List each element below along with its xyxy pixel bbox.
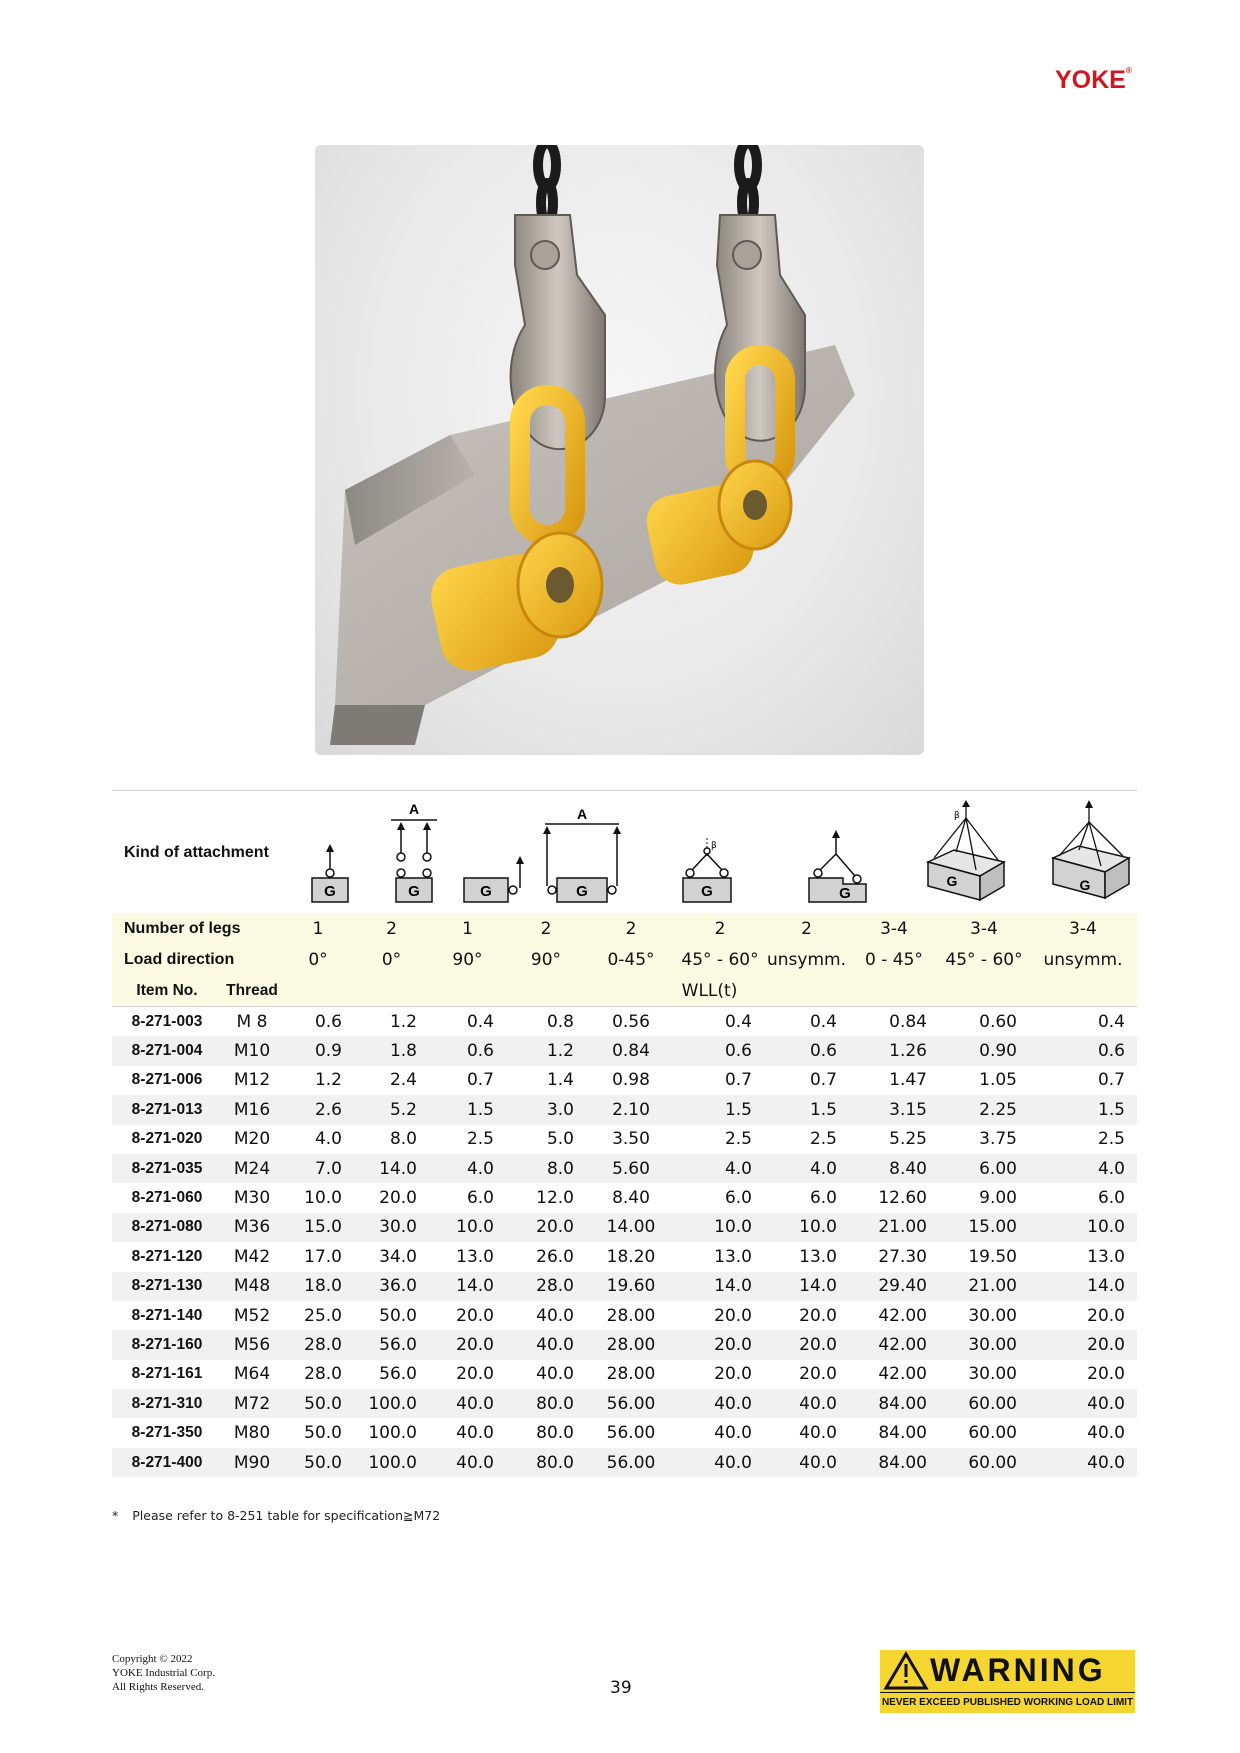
wll-value: 0.98 <box>612 1070 650 1091</box>
wll-value: 50.0 <box>282 1389 354 1418</box>
wll-value: 4.0 <box>1029 1154 1137 1183</box>
wll-value: 13.0 <box>714 1246 752 1267</box>
box-letter: G <box>480 883 492 900</box>
wll-value: 60.00 <box>939 1389 1029 1418</box>
item-number: 8-271-013 <box>112 1095 222 1124</box>
thread-size: M64 <box>233 1364 271 1385</box>
direction-cell: 0-45° <box>586 944 676 975</box>
direction-cell: 45° - 60° <box>939 944 1029 975</box>
wll-value: 21.00 <box>849 1213 939 1242</box>
wll-value: 0.56 <box>612 1011 650 1032</box>
table-row <box>112 1389 1137 1418</box>
wll-value: 50.0 <box>379 1305 417 1326</box>
wll-value: 0.6 <box>314 1011 342 1032</box>
wll-value: 5.2 <box>354 1095 429 1124</box>
wll-value: 12.0 <box>536 1188 574 1209</box>
thread-size: M12 <box>233 1070 271 1091</box>
box-letter: G <box>324 883 336 900</box>
direction-row <box>112 944 1137 975</box>
thread-size: M90 <box>222 1448 282 1477</box>
wll-value: 1.05 <box>979 1070 1017 1091</box>
wll-value: 20.0 <box>456 1364 494 1385</box>
product-photo <box>315 145 924 755</box>
angle-letter: β <box>711 841 717 851</box>
wll-value: 28.00 <box>586 1330 676 1359</box>
thread-size: M24 <box>222 1154 282 1183</box>
wll-value: 3.0 <box>506 1095 586 1124</box>
item-no-label: Item No. <box>112 975 222 1007</box>
wll-value: 0.60 <box>979 1011 1017 1032</box>
wll-value: 40.0 <box>764 1389 849 1418</box>
attachment-label: Kind of attachment <box>124 844 269 861</box>
wll-value: 3.50 <box>612 1129 650 1150</box>
wll-value: 40.0 <box>429 1389 506 1418</box>
legs-cell: 2 <box>764 913 849 944</box>
wll-value: 1.26 <box>849 1036 939 1065</box>
thread-size: M48 <box>222 1272 282 1301</box>
section-divider <box>112 790 1137 791</box>
item-number: 8-271-004 <box>112 1036 222 1065</box>
item-number: 8-271-140 <box>131 1306 203 1324</box>
table-row <box>112 1448 1137 1477</box>
wll-value: 28.0 <box>506 1272 586 1301</box>
wll-value: 20.0 <box>506 1213 586 1242</box>
wll-value: 10.0 <box>1029 1213 1137 1242</box>
wll-value: 15.00 <box>939 1213 1029 1242</box>
wll-value: 40.0 <box>1029 1448 1137 1477</box>
box-letter: G <box>408 883 420 900</box>
legs-cell: 2 <box>354 913 429 944</box>
wll-value: 34.0 <box>379 1246 417 1267</box>
wll-value: 20.0 <box>1087 1305 1125 1326</box>
thread-size: M10 <box>222 1036 282 1065</box>
angle-letter: β <box>954 811 960 821</box>
wll-value: 0.6 <box>429 1036 506 1065</box>
box-letter: G <box>576 883 588 900</box>
wll-value: 20.0 <box>429 1330 506 1359</box>
single-leg-side-icon <box>462 800 528 910</box>
wll-value: 4.0 <box>314 1129 342 1150</box>
wll-value: 29.40 <box>849 1272 939 1301</box>
column-label-row <box>112 975 1137 1007</box>
wll-value: 0.4 <box>724 1011 752 1032</box>
legs-cell: 2 <box>506 913 586 944</box>
table-row <box>112 1301 1137 1330</box>
item-number: 8-271-006 <box>131 1071 203 1089</box>
wll-value: 6.0 <box>466 1188 494 1209</box>
wll-value: 8.0 <box>389 1129 417 1150</box>
wll-value: 0.4 <box>1097 1011 1125 1032</box>
wll-value: 7.0 <box>282 1154 354 1183</box>
wll-value: 5.25 <box>889 1129 927 1150</box>
wll-value: 20.0 <box>1029 1330 1137 1359</box>
wll-value: 1.2 <box>506 1036 586 1065</box>
wll-value: 30.00 <box>968 1305 1017 1326</box>
wll-value: 20.0 <box>714 1364 752 1385</box>
footnote-marker: * <box>112 1508 119 1523</box>
wll-value: 60.00 <box>968 1423 1017 1444</box>
wll-value: 40.0 <box>536 1305 574 1326</box>
wll-value: 20.0 <box>456 1305 494 1326</box>
wll-value: 28.00 <box>606 1305 656 1326</box>
table-row <box>112 1272 1137 1301</box>
box-letter: G <box>839 885 851 902</box>
wll-value: 100.0 <box>354 1389 429 1418</box>
wll-value: 20.0 <box>714 1305 752 1326</box>
footnote-text: Please refer to 8-251 table for specification≧M72 <box>132 1508 441 1523</box>
wll-value: 10.0 <box>304 1188 342 1209</box>
copyright-line: Copyright © 2022 <box>112 1653 193 1665</box>
wll-value: 2.25 <box>939 1095 1029 1124</box>
copyright-line: YOKE Industrial Corp. <box>112 1667 215 1679</box>
item-number: 8-271-020 <box>131 1130 203 1148</box>
wll-value: 0.9 <box>282 1036 354 1065</box>
wll-value: 13.0 <box>1087 1246 1125 1267</box>
legs-label: Number of legs <box>112 913 282 944</box>
wll-value: 14.0 <box>354 1154 429 1183</box>
brand-logo: YOKE® <box>1055 66 1132 94</box>
wll-value: 6.00 <box>939 1154 1029 1183</box>
wll-value: 20.0 <box>799 1305 837 1326</box>
item-number: 8-271-161 <box>131 1365 203 1383</box>
wll-value: 20.0 <box>379 1188 417 1209</box>
wll-value: 14.0 <box>676 1272 764 1301</box>
wll-value: 40.0 <box>764 1448 849 1477</box>
wll-value: 60.00 <box>939 1448 1029 1477</box>
legs-cell: 3-4 <box>849 913 939 944</box>
wll-value: 13.0 <box>456 1246 494 1267</box>
two-leg-vertical-icon <box>389 800 439 910</box>
table-header <box>112 913 1137 1007</box>
wll-value: 27.30 <box>878 1246 927 1267</box>
table-body <box>112 1007 1137 1478</box>
wll-value: 40.0 <box>799 1423 837 1444</box>
wll-value: 2.4 <box>389 1070 417 1091</box>
table-row <box>112 1095 1137 1124</box>
wll-value: 14.0 <box>1029 1272 1137 1301</box>
wll-value: 25.0 <box>304 1305 342 1326</box>
wll-value: 13.0 <box>799 1246 837 1267</box>
direction-cell: 45° - 60° <box>676 944 764 975</box>
wll-value: 42.00 <box>878 1305 927 1326</box>
wll-value: 100.0 <box>354 1448 429 1477</box>
thread-label: Thread <box>222 975 282 1007</box>
item-number: 8-271-160 <box>112 1330 222 1359</box>
wll-value: 0.6 <box>764 1036 849 1065</box>
wll-value: 18.0 <box>282 1272 354 1301</box>
wll-value: 40.0 <box>1029 1389 1137 1418</box>
wll-value: 0.4 <box>809 1011 837 1032</box>
wll-value: 50.0 <box>304 1423 342 1444</box>
wll-value: 50.0 <box>282 1448 354 1477</box>
warning-label <box>880 1650 1135 1712</box>
wll-value: 80.0 <box>506 1389 586 1418</box>
table-row <box>112 1242 1137 1271</box>
direction-label: Load direction <box>112 944 282 975</box>
direction-cell: 0 - 45° <box>849 944 939 975</box>
item-number: 8-271-003 <box>131 1012 203 1030</box>
thread-size: M16 <box>222 1095 282 1124</box>
wll-value: 1.5 <box>764 1095 849 1124</box>
wll-value: 5.0 <box>546 1129 574 1150</box>
thread-size: M42 <box>233 1246 271 1267</box>
wll-value: 19.60 <box>586 1272 676 1301</box>
wll-value: 28.0 <box>282 1330 354 1359</box>
wll-value: 42.00 <box>849 1330 939 1359</box>
thread-size: M 8 <box>236 1011 268 1032</box>
wll-value: 1.2 <box>314 1070 342 1091</box>
wll-value: 1.5 <box>676 1095 764 1124</box>
thread-size: M20 <box>233 1129 271 1150</box>
wll-value: 8.40 <box>612 1188 650 1209</box>
wll-value: 1.47 <box>889 1070 927 1091</box>
wll-table <box>112 913 1137 1477</box>
thread-size: M72 <box>222 1389 282 1418</box>
wll-value: 12.60 <box>878 1188 927 1209</box>
wll-value: 4.0 <box>764 1154 849 1183</box>
copyright-line: All Rights Reserved. <box>112 1681 204 1693</box>
wll-value: 30.00 <box>939 1330 1029 1359</box>
wll-value: 56.00 <box>586 1389 676 1418</box>
wll-value: 10.0 <box>764 1213 849 1242</box>
wll-value: 0.7 <box>724 1070 752 1091</box>
thread-size: M80 <box>233 1423 271 1444</box>
item-number: 8-271-350 <box>131 1424 203 1442</box>
wll-value: 10.0 <box>429 1213 506 1242</box>
legs-cell: 1 <box>282 913 354 944</box>
wll-value: 0.8 <box>546 1011 574 1032</box>
table-row <box>112 1418 1137 1447</box>
wll-value: 1.5 <box>1029 1095 1137 1124</box>
wll-value: 18.20 <box>606 1246 656 1267</box>
wll-value: 0.84 <box>889 1011 927 1032</box>
wll-value: 0.7 <box>466 1070 494 1091</box>
wll-value: 30.00 <box>968 1364 1017 1385</box>
wll-value: 10.0 <box>676 1213 764 1242</box>
wll-value: 28.00 <box>606 1364 656 1385</box>
legs-cell: 2 <box>676 913 764 944</box>
wll-value: 40.0 <box>506 1330 586 1359</box>
wll-value: 56.0 <box>354 1330 429 1359</box>
legs-cell: 2 <box>586 913 676 944</box>
item-number: 8-271-130 <box>112 1272 222 1301</box>
wll-value: 15.0 <box>282 1213 354 1242</box>
wll-value: 40.0 <box>429 1448 506 1477</box>
wll-value: 1.5 <box>429 1095 506 1124</box>
wll-value: 14.0 <box>764 1272 849 1301</box>
warning-title: WARNING <box>930 1652 1106 1688</box>
wll-value: 8.40 <box>849 1154 939 1183</box>
wll-value: 84.00 <box>849 1389 939 1418</box>
wll-value: 20.0 <box>799 1364 837 1385</box>
wll-value: 0.90 <box>939 1036 1029 1065</box>
wll-value: 19.50 <box>968 1246 1017 1267</box>
table-row <box>112 1213 1137 1242</box>
item-number: 8-271-035 <box>112 1154 222 1183</box>
direction-cell: 0° <box>282 944 354 975</box>
table-row <box>112 1066 1137 1095</box>
wll-value: 3.75 <box>979 1129 1017 1150</box>
wll-value: 56.00 <box>586 1448 676 1477</box>
single-leg-vertical-icon <box>310 800 350 910</box>
item-number: 8-271-310 <box>112 1389 222 1418</box>
wll-value: 40.0 <box>1087 1423 1125 1444</box>
legs-cell: 1 <box>429 913 506 944</box>
wll-value: 80.0 <box>536 1423 574 1444</box>
warning-subtitle: NEVER EXCEED PUBLISHED WORKING LOAD LIMIT <box>880 1692 1135 1713</box>
wll-value: 80.0 <box>506 1448 586 1477</box>
wll-value: 26.0 <box>536 1246 574 1267</box>
wll-value: 3.15 <box>849 1095 939 1124</box>
box-letter: G <box>946 873 958 889</box>
two-leg-asymmetric-icon <box>805 800 870 910</box>
wll-value: 0.6 <box>1029 1036 1137 1065</box>
wll-label: WLL(t) <box>282 975 1137 1007</box>
wll-value: 84.00 <box>878 1423 927 1444</box>
wll-value: 2.5 <box>724 1129 752 1150</box>
dim-letter: A <box>576 806 588 822</box>
four-leg-angle-icon <box>924 800 1009 910</box>
wll-value: 6.0 <box>809 1188 837 1209</box>
item-number: 8-271-060 <box>131 1189 203 1207</box>
thread-size: M36 <box>222 1213 282 1242</box>
wll-value: 6.0 <box>724 1188 752 1209</box>
item-number: 8-271-400 <box>112 1448 222 1477</box>
direction-cell: 90° <box>506 944 586 975</box>
wll-value: 1.4 <box>546 1070 574 1091</box>
wll-value: 17.0 <box>304 1246 342 1267</box>
box-letter: G <box>1079 877 1091 893</box>
wll-value: 56.0 <box>379 1364 417 1385</box>
wll-value: 0.6 <box>676 1036 764 1065</box>
table-row <box>112 1007 1137 1037</box>
wll-value: 1.2 <box>389 1011 417 1032</box>
wll-value: 2.5 <box>466 1129 494 1150</box>
direction-cell: 0° <box>354 944 429 975</box>
table-row <box>112 1036 1137 1065</box>
wll-value: 5.60 <box>586 1154 676 1183</box>
table-row <box>112 1330 1137 1359</box>
wll-value: 0.4 <box>466 1011 494 1032</box>
footnote <box>112 1508 440 1523</box>
direction-cell: unsymm. <box>764 944 849 975</box>
legs-cell: 3-4 <box>939 913 1029 944</box>
wll-value: 1.8 <box>354 1036 429 1065</box>
wll-value: 4.0 <box>429 1154 506 1183</box>
wll-value: 40.0 <box>676 1389 764 1418</box>
wll-value: 20.0 <box>764 1330 849 1359</box>
thread-size: M52 <box>233 1305 271 1326</box>
wll-value: 28.0 <box>304 1364 342 1385</box>
copyright <box>112 1652 215 1694</box>
wll-value: 20.0 <box>1087 1364 1125 1385</box>
wll-value: 2.6 <box>282 1095 354 1124</box>
table-row <box>112 1183 1137 1212</box>
wll-value: 0.7 <box>809 1070 837 1091</box>
legs-row <box>112 913 1137 944</box>
dim-letter: A <box>408 801 420 817</box>
wll-value: 40.0 <box>456 1423 494 1444</box>
two-leg-angle-icon <box>677 800 737 910</box>
wll-value: 100.0 <box>368 1423 417 1444</box>
wll-value: 8.0 <box>506 1154 586 1183</box>
attachment-row <box>112 800 1137 910</box>
direction-cell: 90° <box>429 944 506 975</box>
wll-value: 2.5 <box>809 1129 837 1150</box>
wll-value: 84.00 <box>849 1448 939 1477</box>
table-row <box>112 1154 1137 1183</box>
wll-value: 40.0 <box>536 1364 574 1385</box>
wll-value: 40.0 <box>676 1448 764 1477</box>
table-row <box>112 1125 1137 1154</box>
page-number: 39 <box>610 1678 632 1698</box>
wll-value: 30.0 <box>354 1213 429 1242</box>
direction-cell: unsymm. <box>1029 944 1137 975</box>
wll-value: 36.0 <box>354 1272 429 1301</box>
wll-value: 40.0 <box>714 1423 752 1444</box>
wll-value: 2.5 <box>1097 1129 1125 1150</box>
wll-value: 14.00 <box>586 1213 676 1242</box>
wll-value: 0.84 <box>586 1036 676 1065</box>
wll-value: 2.10 <box>586 1095 676 1124</box>
wll-value: 20.0 <box>676 1330 764 1359</box>
wll-value: 56.00 <box>606 1423 656 1444</box>
wll-value: 4.0 <box>676 1154 764 1183</box>
two-leg-side-icon <box>537 800 627 910</box>
four-leg-asymmetric-icon <box>1049 800 1134 910</box>
wll-value: 0.7 <box>1097 1070 1125 1091</box>
wll-value: 6.0 <box>1097 1188 1125 1209</box>
wll-value: 9.00 <box>979 1188 1017 1209</box>
wll-value: 42.00 <box>878 1364 927 1385</box>
thread-size: M56 <box>222 1330 282 1359</box>
thread-size: M30 <box>233 1188 271 1209</box>
wll-value: 21.00 <box>939 1272 1029 1301</box>
box-letter: G <box>701 883 713 900</box>
item-number: 8-271-120 <box>131 1247 203 1265</box>
item-number: 8-271-080 <box>112 1213 222 1242</box>
wll-value: 14.0 <box>429 1272 506 1301</box>
table-row <box>112 1360 1137 1389</box>
legs-cell: 3-4 <box>1029 913 1137 944</box>
